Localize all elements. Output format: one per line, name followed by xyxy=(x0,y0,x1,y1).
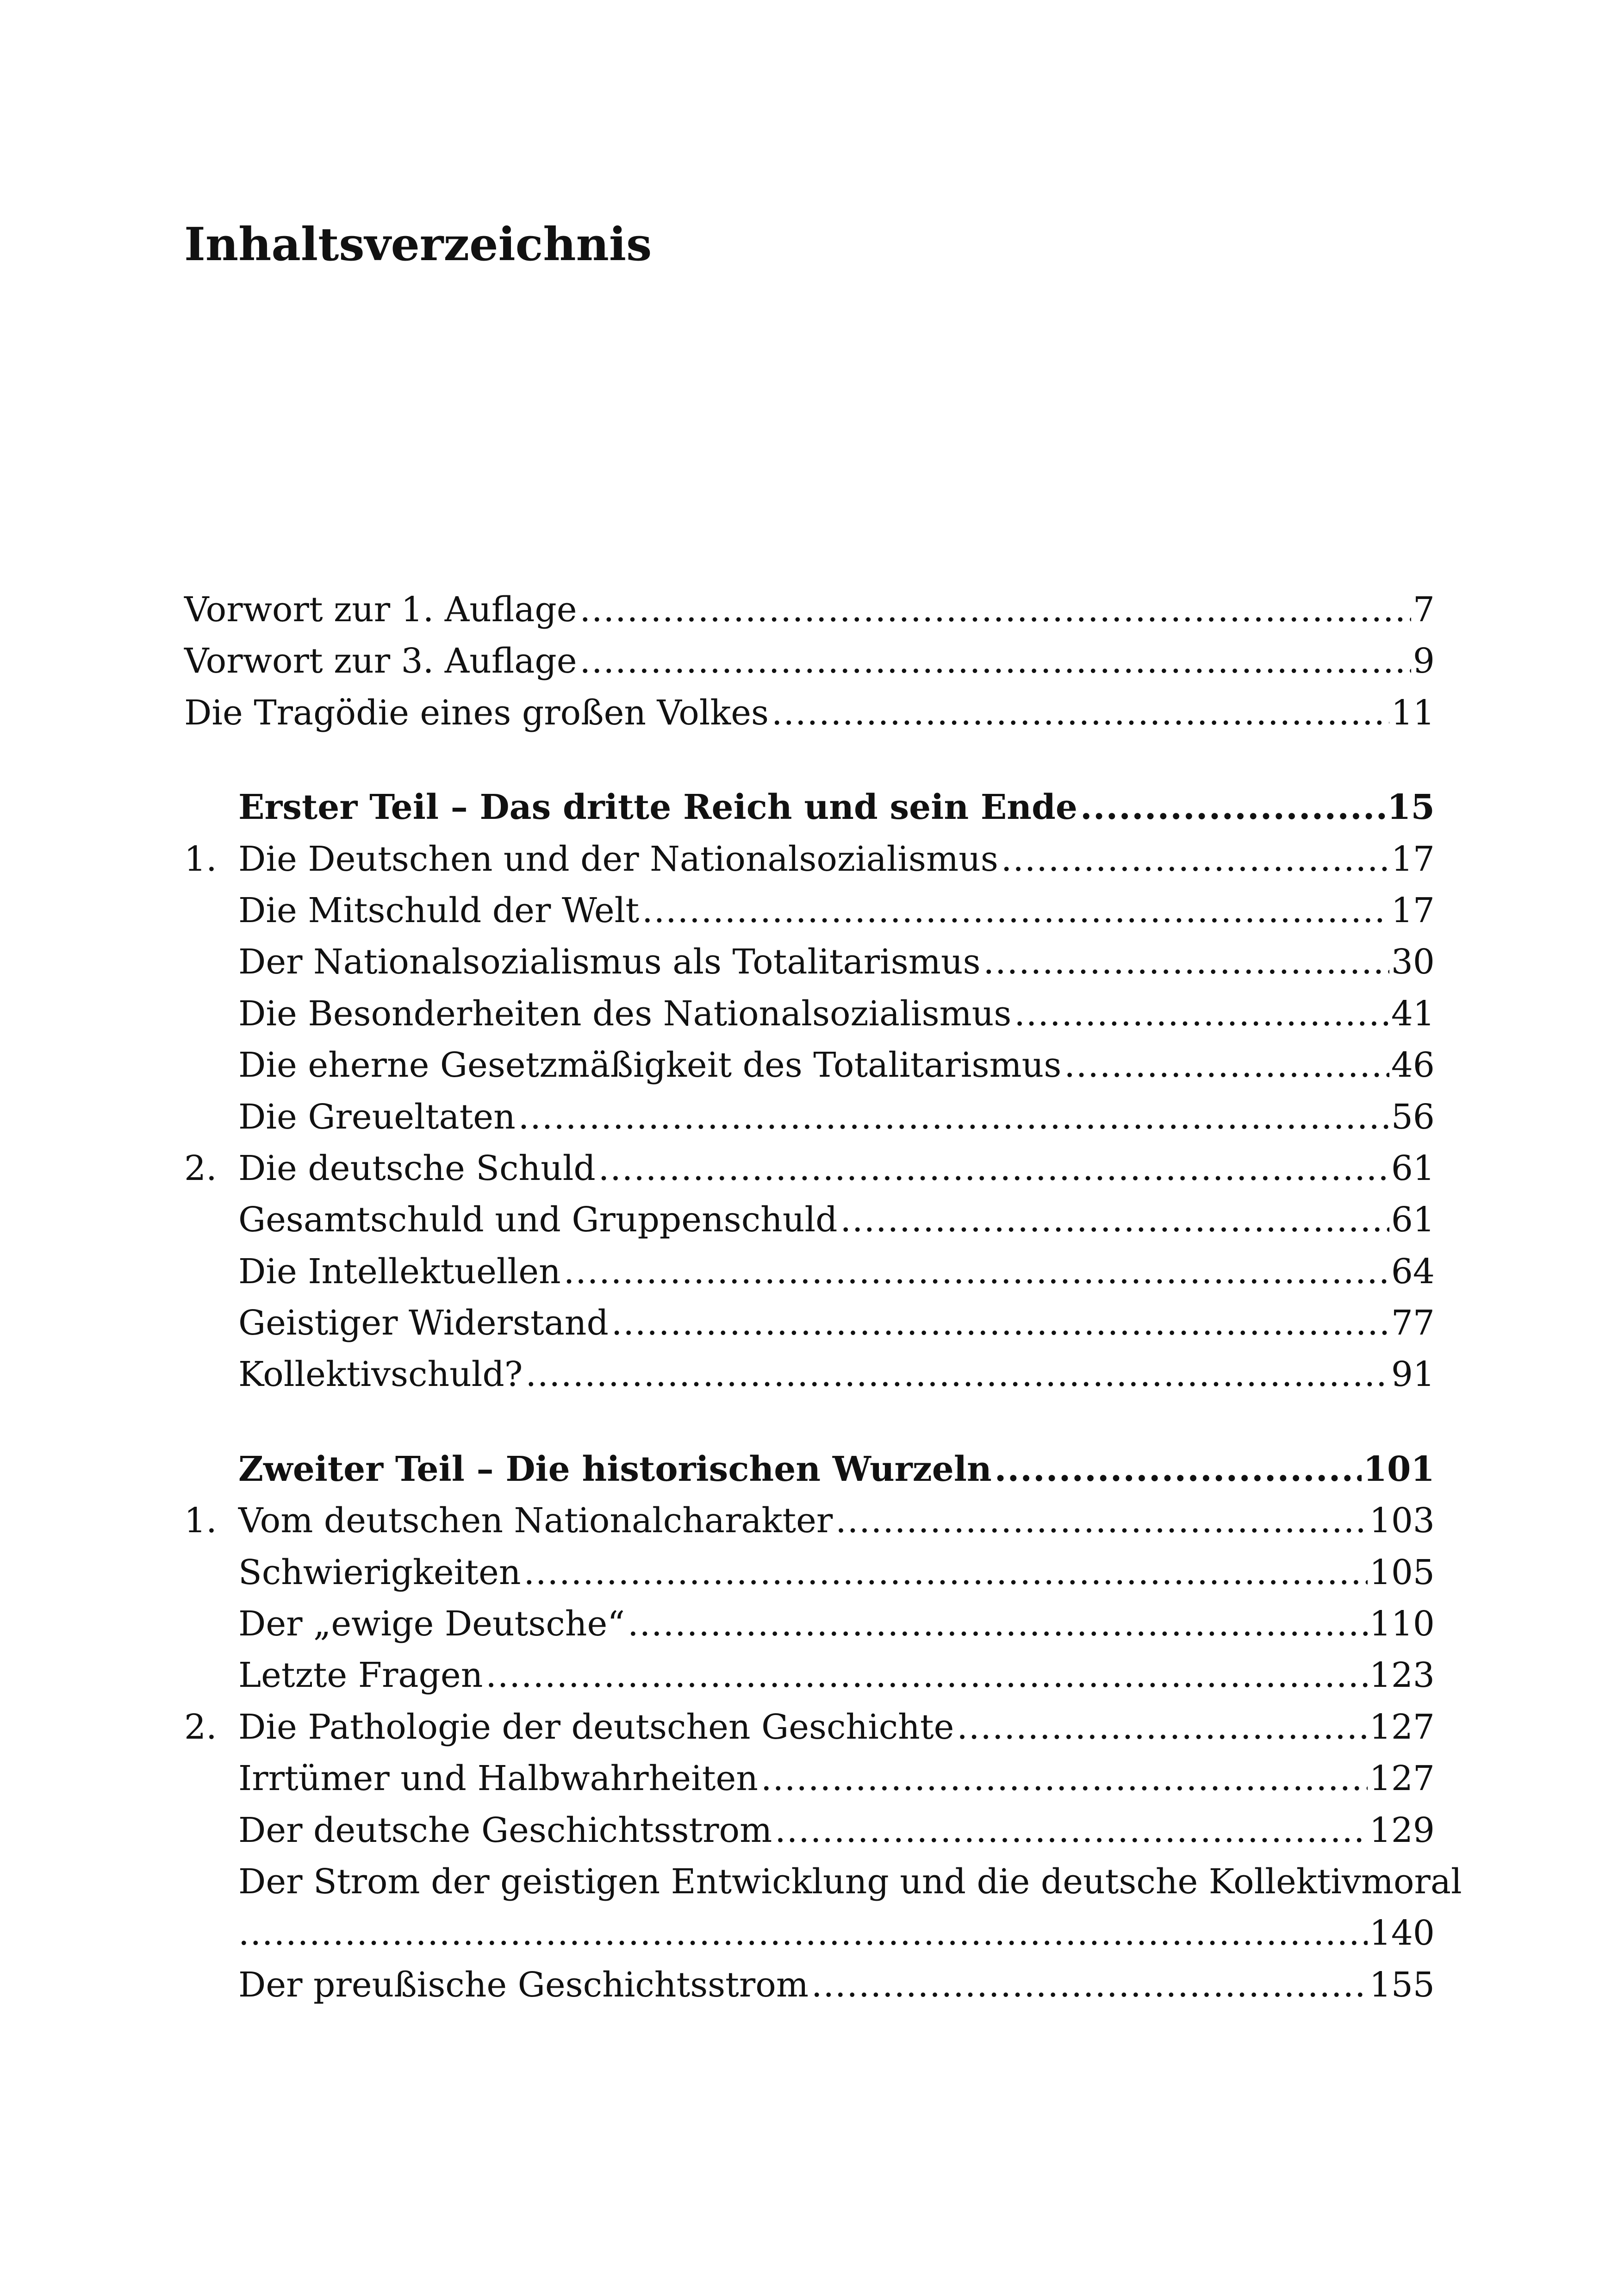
toc-section[interactable] xyxy=(184,1092,1435,1143)
toc-section-page: 155 xyxy=(1369,1965,1435,2005)
toc-section-title: Kollektivschuld? xyxy=(238,1354,523,1395)
toc-section-title: Die Mitschuld der Welt xyxy=(238,890,640,930)
dot-leader xyxy=(840,1194,1389,1246)
toc-part-title: Zweiter Teil – Die historischen Wurzeln xyxy=(238,1449,992,1489)
toc-section-page: 30 xyxy=(1391,942,1435,982)
dot-leader xyxy=(642,885,1389,936)
chapter-number: 2. xyxy=(184,1148,217,1188)
dot-leader xyxy=(485,1650,1367,1701)
toc-section-page: 91 xyxy=(1391,1354,1435,1395)
chapter-number: 2. xyxy=(184,1707,217,1747)
toc-part-2[interactable] xyxy=(184,1444,1435,1495)
toc-section-page: 56 xyxy=(1391,1097,1435,1137)
toc-chapter-title: Die deutsche Schuld xyxy=(238,1148,596,1188)
dot-leader xyxy=(628,1598,1368,1650)
toc-section-page: 105 xyxy=(1369,1552,1435,1592)
toc-section-page: 64 xyxy=(1391,1251,1435,1292)
toc-section-page: 140 xyxy=(1369,1913,1435,1953)
toc-section[interactable] xyxy=(184,1349,1435,1400)
dot-leader xyxy=(957,1702,1367,1753)
toc-section-page: 17 xyxy=(1391,890,1435,930)
toc-chapter-title: Die Pathologie der deutschen Geschichte xyxy=(238,1707,954,1747)
toc-section-page: 127 xyxy=(1369,1759,1435,1799)
toc-chapter-page: 17 xyxy=(1391,839,1435,879)
toc-section-title: Die Greueltaten xyxy=(238,1097,516,1137)
toc-section[interactable] xyxy=(184,885,1435,936)
dot-leader xyxy=(772,687,1389,739)
toc-section[interactable] xyxy=(184,1194,1435,1246)
dot-leader xyxy=(524,1547,1368,1598)
toc-chapter[interactable] xyxy=(184,834,1435,885)
toc-section-title: Der Strom der geistigen Entwicklung und die deutsche Kollektivmoral xyxy=(238,1861,1462,1902)
toc-section-title: Gesamtschuld und Gruppenschuld xyxy=(238,1200,838,1240)
toc-section-title: Der Nationalsozialismus als Totalitarismus xyxy=(238,942,981,982)
toc-section-title: Irrtümer und Halbwahrheiten xyxy=(238,1759,758,1799)
toc-entry-title: Vorwort zur 1. Auflage xyxy=(184,590,577,630)
dot-leader xyxy=(1001,834,1389,885)
toc-part-1[interactable] xyxy=(184,782,1435,833)
dot-leader xyxy=(525,1349,1389,1400)
toc-section[interactable] xyxy=(184,936,1435,988)
toc-section[interactable] xyxy=(184,1598,1435,1650)
toc-part-page: 15 xyxy=(1387,787,1435,828)
page-title: Inhaltsverzeichnis xyxy=(184,218,652,271)
dot-leader xyxy=(1064,1040,1389,1091)
toc-section-title: Letzte Fragen xyxy=(238,1655,483,1696)
toc-entry-page: 9 xyxy=(1413,641,1435,681)
toc-entry-title: Die Tragödie eines großen Volkes xyxy=(184,693,769,733)
dot-leader xyxy=(580,636,1411,687)
dot-leader xyxy=(761,1753,1368,1804)
toc-chapter[interactable] xyxy=(184,1702,1435,1753)
toc-section[interactable] xyxy=(184,1246,1435,1298)
toc-chapter[interactable] xyxy=(184,1143,1435,1194)
toc-section-continuation[interactable] xyxy=(184,1908,1435,1959)
toc-section[interactable] xyxy=(184,988,1435,1040)
toc-section-title: Die Besonderheiten des Nationalsozialismus xyxy=(238,993,1012,1034)
toc-section[interactable] xyxy=(184,1650,1435,1701)
section-spacer xyxy=(184,1401,1435,1444)
toc-section-title: Schwierigkeiten xyxy=(238,1552,521,1592)
dot-leader xyxy=(983,936,1389,988)
toc-section-page: 129 xyxy=(1369,1810,1435,1850)
toc-chapter[interactable] xyxy=(184,1495,1435,1547)
toc-section-title: Geistiger Widerstand xyxy=(238,1303,609,1343)
toc-section-page: 110 xyxy=(1369,1604,1435,1644)
toc-chapter-page: 61 xyxy=(1391,1148,1435,1188)
toc-entry-page: 7 xyxy=(1413,590,1435,630)
dot-leader xyxy=(1080,782,1385,833)
toc-section[interactable] xyxy=(184,1805,1435,1856)
toc-section[interactable] xyxy=(184,1753,1435,1804)
toc-section[interactable] xyxy=(184,1298,1435,1349)
toc-section[interactable] xyxy=(184,1547,1435,1598)
toc-section[interactable] xyxy=(184,1040,1435,1091)
toc-section-title: Der „ewige Deutsche“ xyxy=(238,1604,625,1644)
toc-chapter-page: 103 xyxy=(1369,1501,1435,1541)
toc-section[interactable] xyxy=(184,1856,1462,1908)
toc-section[interactable] xyxy=(184,1959,1435,2011)
dot-leader xyxy=(564,1246,1389,1298)
dot-leader xyxy=(811,1959,1368,2011)
dot-leader xyxy=(835,1495,1368,1547)
toc-entry-tragedy[interactable] xyxy=(184,687,1435,739)
toc-section-title: Die eherne Gesetzmäßigkeit des Totalitarismus xyxy=(238,1045,1062,1086)
chapter-number: 1. xyxy=(184,839,217,879)
toc-part-title: Erster Teil – Das dritte Reich und sein Ende xyxy=(238,787,1077,828)
toc-section-page: 46 xyxy=(1391,1045,1435,1086)
table-of-contents xyxy=(184,584,1462,2011)
dot-leader xyxy=(238,1908,1368,1959)
chapter-number: 1. xyxy=(184,1501,217,1541)
toc-entry-preface-3[interactable] xyxy=(184,636,1435,687)
dot-leader xyxy=(598,1143,1389,1194)
dot-leader xyxy=(995,1444,1362,1495)
toc-section-page: 123 xyxy=(1369,1655,1435,1696)
toc-section-title: Der deutsche Geschichtsstrom xyxy=(238,1810,772,1850)
toc-chapter-title: Vom deutschen Nationalcharakter xyxy=(238,1501,833,1541)
toc-entry-preface-1[interactable] xyxy=(184,584,1435,636)
toc-section-page: 61 xyxy=(1391,1200,1435,1240)
dot-leader xyxy=(775,1805,1367,1856)
toc-section-page: 41 xyxy=(1391,993,1435,1034)
toc-chapter-title: Die Deutschen und der Nationalsozialismus xyxy=(238,839,998,879)
toc-part-page: 101 xyxy=(1363,1449,1435,1489)
dot-leader xyxy=(611,1298,1389,1349)
toc-chapter-page: 127 xyxy=(1369,1707,1435,1747)
toc-entry-title: Vorwort zur 3. Auflage xyxy=(184,641,577,681)
toc-section-page: 77 xyxy=(1391,1303,1435,1343)
toc-entry-page: 11 xyxy=(1391,693,1435,733)
toc-section-title: Die Intellektuellen xyxy=(238,1251,561,1292)
dot-leader xyxy=(1014,988,1389,1040)
dot-leader xyxy=(518,1092,1389,1143)
dot-leader xyxy=(580,584,1411,636)
section-spacer xyxy=(184,739,1435,782)
toc-section-title: Der preußische Geschichtsstrom xyxy=(238,1965,809,2005)
